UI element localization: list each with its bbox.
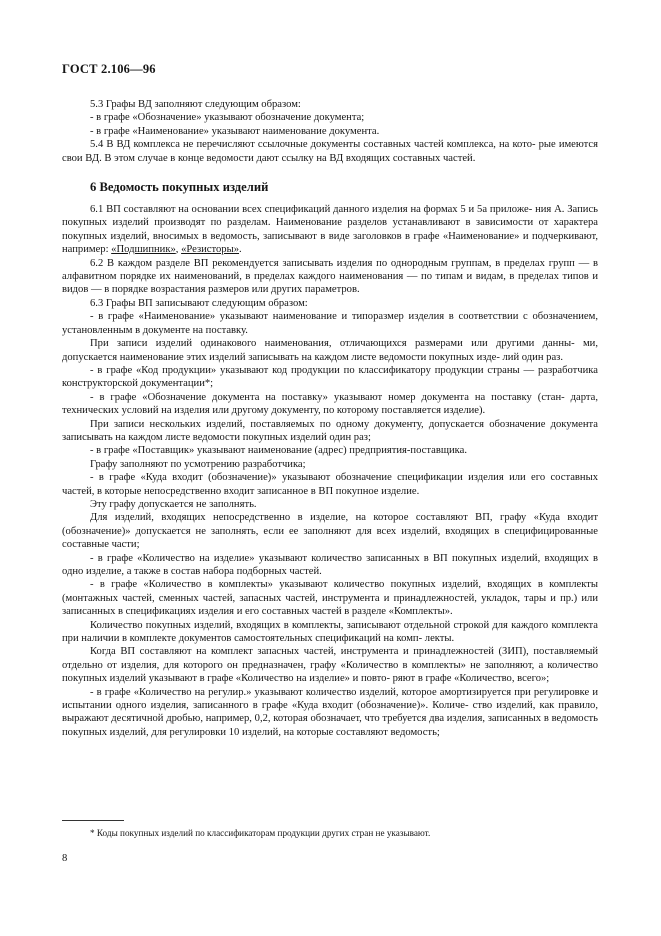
period: .: [239, 244, 242, 256]
paragraph: Когда ВП составляют на комплект запасных частей, инструмента и принадлежностей (ЗИП), поставляемый отдельно от изделия, для которого он предназначен, графу «Количество в комплекты» не заполняют, а количество покупных изделий указывают в графе «Количество на изделие» и повто- ряют в графе «Количество, всего»;: [62, 646, 598, 685]
paragraph-text: 6.1 ВП составляют на основании всех спецификаций данного изделия на формах 5 и 5а приложе- ния А. Запись покупных изделий производят по разделам. Наименование разделов устанавливают в зависимости от характера покупных изделий, вносимых в ведомость, записывают в виде заголовков в графе «Наименование» и подчеркивают, например:: [62, 204, 598, 256]
example-heading-2: «Резисторы»: [181, 244, 240, 256]
paragraph: 6.3 Графы ВП записывают следующим образом:: [90, 297, 308, 309]
paragraph: Для изделий, входящих непосредственно в изделие, на которое составляют ВП, графу «Куда входит (обозначение)» допускается не заполнять, если ее заполняют для всех изделий, входящих в специфицированные составные части;: [62, 512, 598, 551]
footnote: * Коды покупных изделий по классификаторам продукции других стран не указывают.: [90, 828, 431, 838]
paragraph: - в графе «Обозначение» указывают обозначение документа;: [90, 112, 365, 124]
paragraph: - в графе «Наименование» указывают наименование документа.: [90, 125, 380, 137]
paragraph: [62, 203, 598, 257]
separator: ,: [175, 244, 182, 256]
paragraph: 6.2 В каждом разделе ВП рекомендуется записывать изделия по однородным группам, в пределах групп — в алфавитном порядке их наименований, в пределах каждого наименования — по типам и видам, в пределах типов и видов — в порядке возрастания размеров или других параметров.: [62, 257, 598, 296]
page-number: 8: [62, 853, 68, 864]
paragraph: - в графе «Количество в комплекты» указывают количество покупных изделий, входящих в комплекты (монтажных частей, сменных частей, запасных частей, инструмента и принадлежностей, укладок, тары и пр.) или записанных в спецификациях изделия и его составных частей в разделе «Комплекты».: [62, 579, 598, 618]
document-body: [62, 98, 598, 739]
paragraph: 5.3 Графы ВД заполняют следующим образом:: [90, 99, 301, 110]
paragraph: - в графе «Количество на изделие» указывают количество записанных в ВП покупных изделий, входящих в одно изделие, а также в состав набора подборных частей.: [62, 552, 598, 577]
paragraph: - в графе «Количество на регулир.» указывают количество изделий, которое амортизируется при регулировке и испытании одного изделия, записанного в графе «Куда входит (обозначение)». Количе- ство изделий, как правило, выражают десятичной дробью, например, 0,2, которая обозначает, что требуется два изделия, записанных в ведомость покупных изделий, для регулировки 10 изделий, на которые составляют ведомость;: [62, 686, 598, 738]
footnote-rule: [62, 820, 124, 821]
paragraph: Графу заполняют по усмотрению разработчика;: [90, 458, 306, 470]
example-heading-1: «Подшипник»: [111, 244, 176, 256]
paragraph: - в графе «Код продукции» указывают код продукции по классификатору продукции страны — разработчика конструкторской документации*;: [62, 364, 598, 390]
document-header: ГОСТ 2.106—96: [62, 62, 156, 76]
paragraph: - в графе «Поставщик» указывают наименование (адрес) предприятия-поставщика.: [90, 445, 467, 457]
paragraph: При записи нескольких изделий, поставляемых по одному документу, допускается обозначение документа записывать на каждом листе ведомости покупных изделий один раз;: [62, 418, 598, 443]
paragraph: - в графе «Куда входит (обозначение)» указывают обозначение спецификации изделия или его составных частей, в которые непосредственно входит записанное в ВП покупное изделие.: [62, 472, 598, 497]
section-heading: 6 Ведомость покупных изделий: [90, 180, 269, 195]
paragraph: 5.4 В ВД комплекса не перечисляют ссылочные документы составных частей комплекса, на кото- рые имеются свои ВД. В этом случае в конце ведомости дают ссылку на ВД входящих составных частей.: [62, 139, 598, 164]
paragraph: При записи изделий одинакового наименования, отличающихся размерами или другими данны- ми, допускается наименование этих изделий записывать на каждом листе ведомости покупных изде- лий один раз.: [62, 338, 598, 363]
paragraph: Эту графу допускается не заполнять.: [90, 498, 257, 510]
paragraph: - в графе «Обозначение документа на поставку» указывают номер документа на поставку (стан- дарта, технических условий на изделия или другому документу, по которому поставляется изделие).: [62, 391, 598, 417]
paragraph: Количество покупных изделий, входящих в комплекты, записывают отдельной строкой для каждого комплекта при наличии в комплекте документов самостоятельных спецификаций на комп- лекты.: [62, 619, 598, 645]
paragraph: - в графе «Наименование» указывают наименование и типоразмер изделия в соответствии с обозначением, установленным в документе на поставку.: [62, 311, 598, 336]
